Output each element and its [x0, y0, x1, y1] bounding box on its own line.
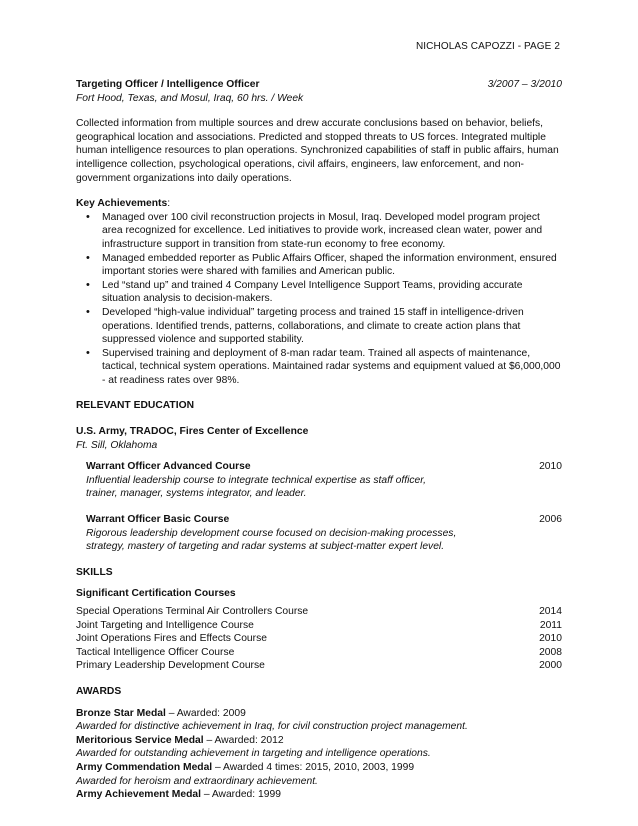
award-name: Meritorious Service Medal — [76, 734, 204, 746]
award-item — [76, 761, 562, 788]
award-detail: – Awarded: 2009 — [165, 707, 246, 719]
skill-row — [76, 632, 562, 646]
award-note: Awarded for distinctive achievement in Iraq, for civil construction project management. — [76, 721, 468, 733]
course-desc-line: trainer, manager, systems integrator, and leader. — [86, 488, 307, 500]
course-desc-line: Influential leadership course to integrate technical expertise as staff officer, — [86, 474, 426, 486]
skill-name: Tactical Intelligence Officer Course — [76, 646, 235, 658]
skill-row — [76, 605, 562, 619]
list-item: • Supervised training and deployment of 8-man radar team. Trained all aspects of maintenance, tactical, technical system operations. Maintained radar systems and equipment valued at $6,000,000 - at readiness rates over 98%. — [80, 347, 562, 388]
course-desc-line: Rigorous leadership development course focused on decision-making processes, — [86, 527, 457, 539]
education-location: Ft. Sill, Oklahoma — [76, 439, 158, 451]
award-item — [76, 707, 562, 734]
skill-row — [76, 659, 562, 673]
achievements-heading: Key Achievements: — [76, 198, 171, 210]
list-item: • Managed embedded reporter as Public Affairs Officer, shaped the information environment, ensured important stories were shared with families and American public. — [80, 252, 562, 279]
skill-year: 2010 — [539, 633, 562, 645]
list-item: • Developed “high-value individual” targeting process and trained 15 staff in intelligence-driven operations. Identified trends, patterns, collaborations, and climate to create action plans that suppressed violence and supported stability. — [80, 306, 562, 347]
skill-name: Special Operations Terminal Air Controllers Course — [76, 606, 309, 617]
course-name: Warrant Officer Advanced Course — [86, 461, 251, 473]
skill-year: 2014 — [539, 606, 562, 617]
list-item: • Led “stand up” and trained 4 Company Level Intelligence Support Teams, providing accurate situation analysis to decision-makers. — [80, 279, 562, 306]
job-summary: Collected information from multiple sources and drew accurate conclusions based on behavior, beliefs, geographical location and associations. Predicted and stopped threats to US forces. Integrated multiple human intelligence resources to plan operations. Synchronized capabilities of staff in public affairs, human intelligence collection, psychological operations, civil affairs, engineers, law enforcement, and non-government organizations into daily operations. — [76, 118, 559, 184]
job-dates: 3/2007 – 3/2010 — [487, 79, 562, 90]
skill-year: 2000 — [539, 660, 562, 672]
award-item — [76, 788, 562, 802]
course-desc-line: strategy, mastery of targeting and radar systems at subject-matter expert level. — [86, 541, 445, 553]
education-heading: RELEVANT EDUCATION — [76, 400, 195, 412]
achievements-list — [76, 211, 562, 388]
skill-year: 2008 — [539, 646, 562, 658]
skills-subheading: Significant Certification Courses — [76, 588, 236, 600]
skill-name: Joint Operations Fires and Effects Course — [76, 633, 267, 645]
page-header: NICHOLAS CAPOZZI - PAGE 2 — [415, 41, 560, 52]
course-item — [76, 460, 562, 501]
list-item: • Managed over 100 civil reconstruction projects in Mosul, Iraq. Developed model program project area recognized for excellence. Led initiatives to provide work, increased clean water, power and infrastructure support in transition from state-run economy to free economy. — [80, 211, 562, 252]
job-title-row — [76, 78, 562, 92]
award-item — [76, 734, 562, 761]
skill-row — [76, 619, 562, 633]
skill-name: Primary Leadership Development Course — [76, 660, 265, 672]
award-name: Bronze Star Medal — [76, 707, 166, 719]
awards-heading: AWARDS — [76, 685, 122, 697]
course-name: Warrant Officer Basic Course — [86, 514, 230, 526]
award-name: Army Achievement Medal — [76, 789, 201, 801]
job-location: Fort Hood, Texas, and Mosul, Iraq, 60 hrs. / Week — [76, 92, 304, 104]
award-detail: – Awarded: 1999 — [200, 789, 281, 801]
job-title: Targeting Officer / Intelligence Officer — [76, 79, 260, 90]
skill-year: 2011 — [539, 619, 562, 631]
skill-name: Joint Targeting and Intelligence Course — [76, 619, 254, 631]
education-institution: U.S. Army, TRADOC, Fires Center of Excellence — [76, 426, 309, 438]
award-name: Army Commendation Medal — [76, 761, 213, 773]
skills-heading: SKILLS — [76, 566, 113, 578]
award-detail: – Awarded 4 times: 2015, 2010, 2003, 1999 — [212, 761, 415, 773]
award-note: Awarded for outstanding achievement in targeting and intelligence operations. — [76, 748, 431, 760]
resume-content — [76, 78, 562, 802]
course-year: 2006 — [539, 514, 562, 526]
skill-row — [76, 646, 562, 660]
award-detail: – Awarded: 2012 — [203, 734, 284, 746]
course-item — [76, 513, 562, 554]
award-note: Awarded for heroism and extraordinary achievement. — [76, 775, 318, 787]
course-year: 2010 — [539, 461, 562, 473]
